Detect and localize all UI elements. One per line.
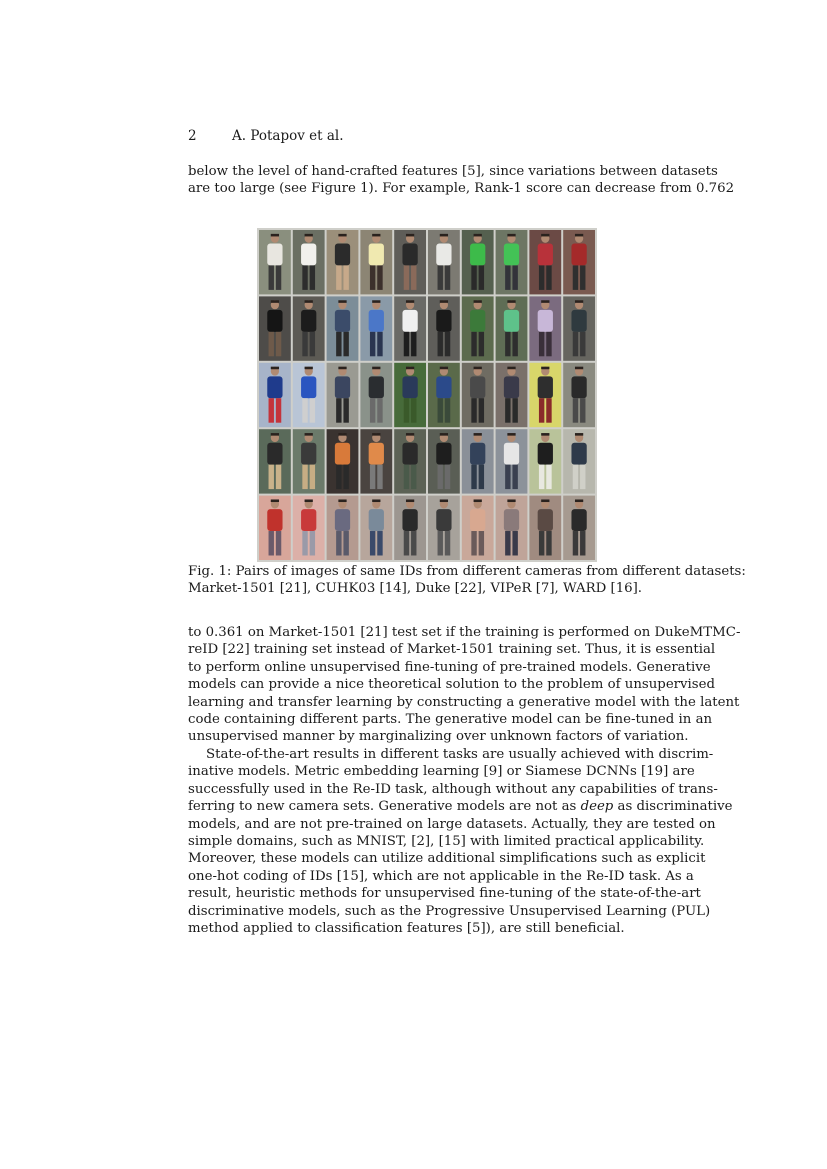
person-thumbnail — [327, 363, 359, 427]
person-photo-grid — [257, 228, 597, 562]
person-thumbnail — [462, 296, 494, 360]
person-thumbnail — [529, 363, 561, 427]
person-thumbnail — [360, 296, 392, 360]
text-line: one-hot coding of IDs [15], which are not applicable in the Re-ID task. As a — [188, 868, 694, 884]
person-thumbnail — [327, 230, 359, 294]
person-thumbnail — [293, 429, 325, 493]
person-thumbnail — [394, 429, 426, 493]
text-line: result, heuristic methods for unsupervised fine-tuning of the state-of-the-art — [188, 886, 701, 902]
person-thumbnail — [428, 230, 460, 294]
person-thumbnail — [327, 496, 359, 560]
person-thumbnail — [360, 429, 392, 493]
person-thumbnail — [529, 230, 561, 294]
text-line-with-emphasis — [188, 798, 733, 815]
person-thumbnail — [496, 296, 528, 360]
paragraph-2 — [188, 746, 733, 937]
person-thumbnail — [428, 363, 460, 427]
text-line: models, and are not pre-trained on large datasets. Actually, they are tested on — [188, 816, 716, 832]
person-thumbnail — [529, 296, 561, 360]
person-thumbnail — [563, 230, 595, 294]
person-thumbnail — [259, 363, 291, 427]
person-thumbnail — [462, 496, 494, 560]
person-thumbnail — [360, 363, 392, 427]
person-thumbnail — [462, 429, 494, 493]
person-thumbnail — [259, 296, 291, 360]
text-fragment: as discriminative — [613, 799, 733, 815]
person-thumbnail — [529, 496, 561, 560]
person-thumbnail — [394, 363, 426, 427]
text-line: learning and transfer learning by constructing a generative model with the latent — [188, 694, 740, 710]
person-thumbnail — [428, 496, 460, 560]
person-thumbnail — [327, 429, 359, 493]
person-thumbnail — [293, 496, 325, 560]
running-head — [188, 128, 344, 144]
caption-line: Fig. 1: Pairs of images of same IDs from different cameras from different datasets: — [188, 564, 746, 579]
person-thumbnail — [563, 429, 595, 493]
text-line: inative models. Metric embedding learning [9] or Siamese DCNNs [19] are — [188, 764, 695, 780]
person-thumbnail — [496, 363, 528, 427]
caption-line: Market-1501 [21], CUHK03 [14], Duke [22], VIPeR [7], WARD [16]. — [188, 581, 643, 597]
text-fragment: ferring to new camera sets. Generative models are not as — [188, 799, 581, 815]
running-head-authors: A. Potapov et al. — [232, 128, 344, 144]
person-thumbnail — [496, 230, 528, 294]
text-line: reID [22] training set instead of Market-1501 training set. Thus, it is essential — [188, 642, 716, 658]
text-line: discriminative models, such as the Progressive Unsupervised Learning (PUL) — [188, 903, 711, 919]
person-thumbnail — [428, 429, 460, 493]
text-line: unsupervised manner by marginalizing over unknown factors of variation. — [188, 729, 689, 745]
person-thumbnail — [563, 496, 595, 560]
emphasis-deep: deep — [580, 799, 614, 815]
text-line: models can provide a nice theoretical solution to the problem of unsupervised — [188, 677, 716, 693]
text-line: successfully used in the Re-ID task, although without any capabilities of trans- — [188, 781, 718, 797]
text-line: to 0.361 on Market-1501 [21] test set if the training is performed on DukeMTMC- — [188, 625, 741, 640]
person-thumbnail — [428, 296, 460, 360]
person-thumbnail — [293, 363, 325, 427]
text-line: code containing different parts. The generative model can be fine-tuned in an — [188, 712, 713, 728]
text-line: Moreover, these models can utilize additional simplifications such as explicit — [188, 851, 706, 867]
paragraph-top — [188, 163, 735, 198]
text-line: below the level of hand-crafted features [5], since variations between datasets — [188, 164, 718, 179]
figure-1 — [257, 228, 597, 562]
person-thumbnail — [394, 230, 426, 294]
person-thumbnail — [360, 496, 392, 560]
person-thumbnail — [293, 296, 325, 360]
text-line: simple domains, such as MNIST, [2], [15] with limited practical applicability. — [188, 834, 705, 850]
person-thumbnail — [259, 429, 291, 493]
person-thumbnail — [563, 363, 595, 427]
person-thumbnail — [360, 230, 392, 294]
text-line: are too large (see Figure 1). For example, Rank-1 score can decrease from 0.762 — [188, 181, 735, 197]
person-thumbnail — [394, 296, 426, 360]
person-thumbnail — [259, 230, 291, 294]
person-thumbnail — [529, 429, 561, 493]
person-thumbnail — [462, 363, 494, 427]
person-thumbnail — [563, 296, 595, 360]
figure-caption — [188, 563, 746, 598]
person-thumbnail — [496, 496, 528, 560]
person-thumbnail — [259, 496, 291, 560]
paragraph-1 — [188, 624, 741, 746]
person-thumbnail — [293, 230, 325, 294]
text-line: method applied to classification features [5]), are still beneficial. — [188, 921, 625, 937]
text-line: to perform online unsupervised fine-tuning of pre-trained models. Generative — [188, 659, 711, 675]
page-number: 2 — [188, 128, 197, 144]
person-thumbnail — [462, 230, 494, 294]
person-thumbnail — [496, 429, 528, 493]
text-line: State-of-the-art results in different tasks are usually achieved with discrim- — [206, 747, 714, 762]
person-thumbnail — [327, 296, 359, 360]
person-thumbnail — [394, 496, 426, 560]
